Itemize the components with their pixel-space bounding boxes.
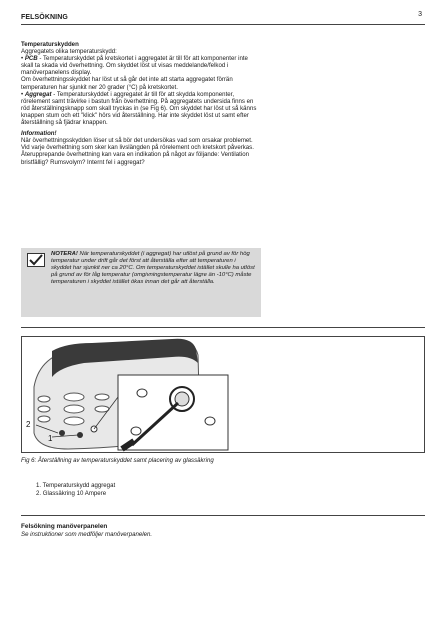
aggregat-bullet: • xyxy=(21,90,25,98)
control-panel-text: Se instruktioner som medföljer manöverpanelen. xyxy=(21,531,153,538)
callout-2: 2 xyxy=(26,420,31,429)
callout-1: 1 xyxy=(48,434,53,443)
figure-top-divider xyxy=(21,327,425,328)
temperature-intro: Aggregatets olika temperaturskydd: xyxy=(21,48,117,56)
header-divider xyxy=(21,24,425,25)
footer-divider xyxy=(21,515,425,516)
part-item-1: 1. Temperaturskydd aggregat xyxy=(36,482,116,489)
checkmark-icon xyxy=(27,253,45,267)
figure-caption: Fig 6: Återställning av temperaturskyddet samt placering av glassäkring xyxy=(21,457,214,464)
parts-list xyxy=(36,482,115,497)
pcb-text: - Temperaturskyddet på kretskortet i aggregatet är till för att komponenter inte skall ta skada vid överhettning. Om skyddet löst ut visas meddelande/felkod i manöverpanelens display. xyxy=(21,55,248,77)
information-heading: Information! xyxy=(21,130,57,138)
aggregat-text: - Temperaturskyddet i aggregatet är till för att skydda komponenter, rörelement samt trävirke i bastun från överhettning. På aggregatets undersida finns en röd återställningsknapp som skall tryckas in (se Fig 6). Om skyddet har löst ut så känns knappen stum och ett "klick" hörs vid återställning. Har inte skyddet löst ut samt efter återställning så fjädrar knappen. xyxy=(21,90,257,127)
part-item-2: 2. Glassäkring 10 Ampere xyxy=(36,489,107,497)
page-number: 3 xyxy=(418,11,422,18)
pcb-bullet: • xyxy=(21,55,25,63)
note-box xyxy=(21,248,261,317)
section-title: FELSÖKNING xyxy=(21,14,68,21)
temperature-heading: Temperaturskydden xyxy=(21,41,79,48)
heater-illustration xyxy=(22,337,424,452)
note-label: NOTERA! xyxy=(51,251,78,257)
aggregat-term: Aggregat xyxy=(24,90,52,98)
figure-6 xyxy=(21,336,425,453)
aggregat-paragraph xyxy=(21,91,259,126)
main-content xyxy=(21,41,259,166)
note-text: När temperaturskyddet (i aggregat) har utlöst på grund av för hög temperatur under drift går det först att återställa efter att temperaturen i skyddet har sjunkit ner ca 20°C. Om temperaturskyddet istället skulle ha utlöst på grund av för låg temperatur (omgivningstemperatur lägre än -10°C) måste temperaturen i skyddet istället ökas innan det går att återställa. xyxy=(51,251,255,285)
information-text: När överhettningsskydden löser ut så bör det undersökas vad som orsakar problemet. Vid varje överhettning som sker kan livslängden på rörelement och kretskort påverkas. Återupprepande överhettning kan vara en indikation på något av följande: Ventilation bristfällig? Rumsvolym? Internt fel i aggregat? xyxy=(21,137,254,166)
pcb-paragraph-2: Om överhettningsskyddet har löst ut så går det inte att starta aggregatet förrän temperaturen har sjunkit ner 20 grader (°C) på kretskortet. xyxy=(21,76,233,91)
control-panel-heading: Felsökning manöverpanelen xyxy=(21,523,108,530)
pcb-term: PCB xyxy=(24,55,38,63)
pcb-paragraph xyxy=(21,55,259,76)
